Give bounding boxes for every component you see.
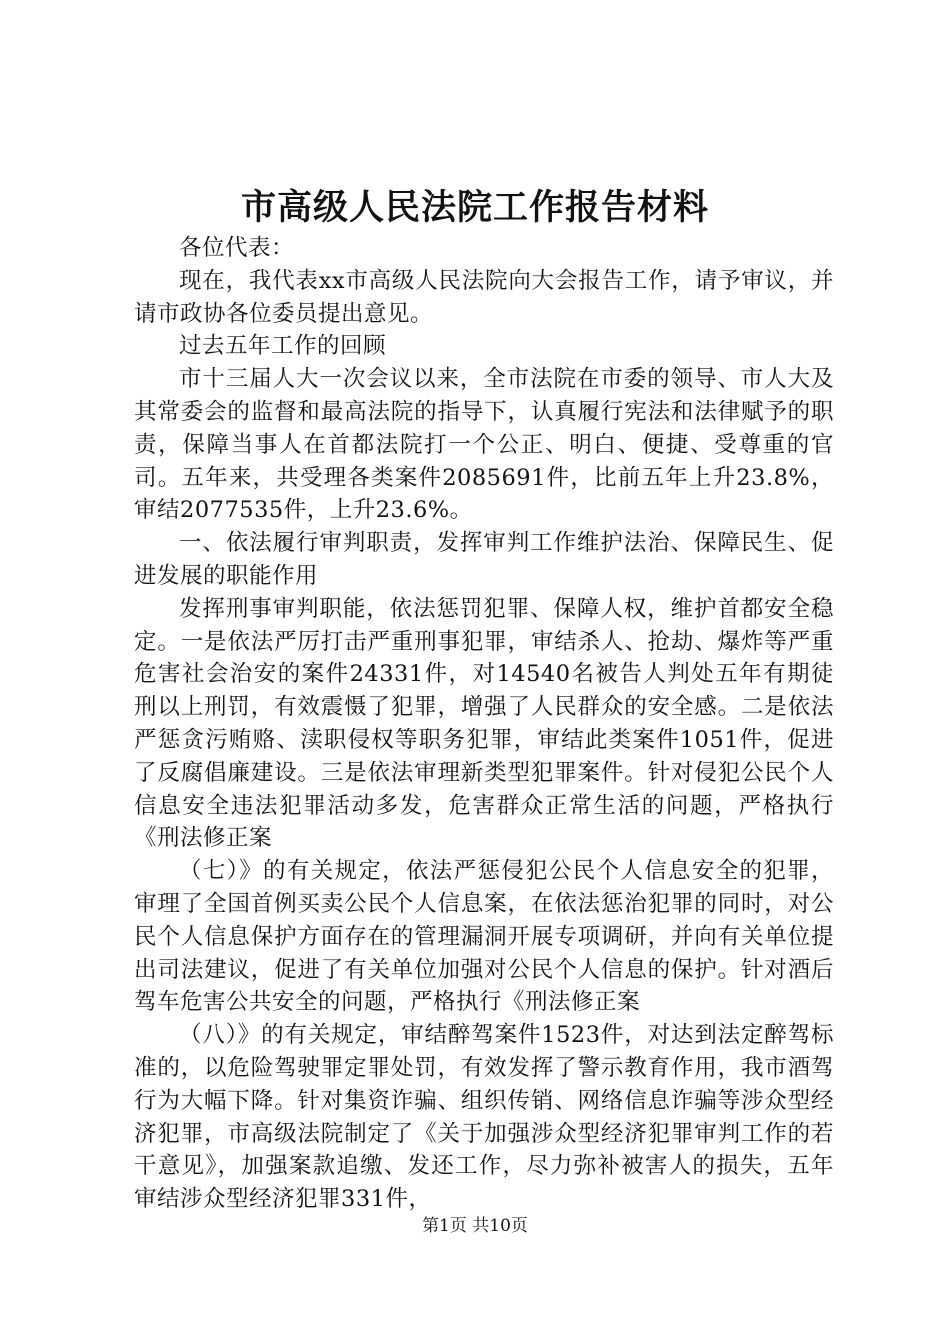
paragraph-amendment-eight: （八）》的有关规定，审结醉驾案件1523件，对达到法定醉驾标准的，以危险驾驶罪定罪处罚，有效发挥了警示教育作用，我市酒驾行为大幅下降。针对集资诈骗、组织传销、网络信息诈骗等涉众型经济犯罪，市高级法院制定了《关于加强涉众型经济犯罪审判工作的若干意见》，加强案款追缴、发还工作，尽力弥补被害人的损失，五年审结涉众型经济犯罪331件， [134, 1022, 834, 1213]
paragraph-salutation: 各位代表： [179, 235, 295, 261]
paragraph-intro: 现在，我代表xx市高级人民法院向大会报告工作，请予审议，并请市政协各位委员提出意见。 [134, 267, 834, 327]
page-footer: 第1页 共10页 [422, 1216, 528, 1236]
section-heading-one: 一、依法履行审判职责，发挥审判工作维护法治、保障民生、促进发展的职能作用 [134, 530, 834, 589]
paragraph-criminal-trials: 发挥刑事审判职能，依法惩罚犯罪、保障人权，维护首都安全稳定。一是依法严厉打击严重刑事犯罪，审结杀人、抢劫、爆炸等严重危害社会治安的案件24331件，对14540名被告人判处五年有期徒刑以上刑罚，有效震慑了犯罪，增强了人民群众的安全感。二是依法严惩贪污贿赂、渎职侵权等职务犯罪，审结此类案件1051件，促进了反腐倡廉建设。三是依法审理新类型犯罪案件。针对侵犯公民个人信息安全违法犯罪活动多发，危害群众正常生活的问题，严格执行《刑法修正案 [134, 595, 834, 852]
document-title: 市高级人民法院工作报告材料 [240, 187, 709, 228]
paragraph-amendment-seven: （七）》的有关规定，依法严惩侵犯公民个人信息安全的犯罪，审理了全国首例买卖公民个人信息案，在依法惩治犯罪的同时，对公民个人信息保护方面存在的管理漏洞开展专项调研，并向有关单位提出司法建议，促进了有关单位加强对公民个人信息的保护。针对酒后驾车危害公共安全的问题，严格执行《刑法修正案 [134, 858, 834, 1016]
section-heading-review: 过去五年工作的回顾 [179, 333, 387, 360]
document-body [134, 232, 834, 1216]
paragraph-overview: 市十三届人大一次会议以来，全市法院在市委的领导、市人大及其常委会的监督和最高法院的指导下，认真履行宪法和法律赋予的职责，保障当事人在首都法院打一个公正、明白、便捷、受尊重的官司。五年来，共受理各类案件2085691件，比前五年上升23.8%，审结2077535件，上升23.6%。 [134, 366, 834, 524]
